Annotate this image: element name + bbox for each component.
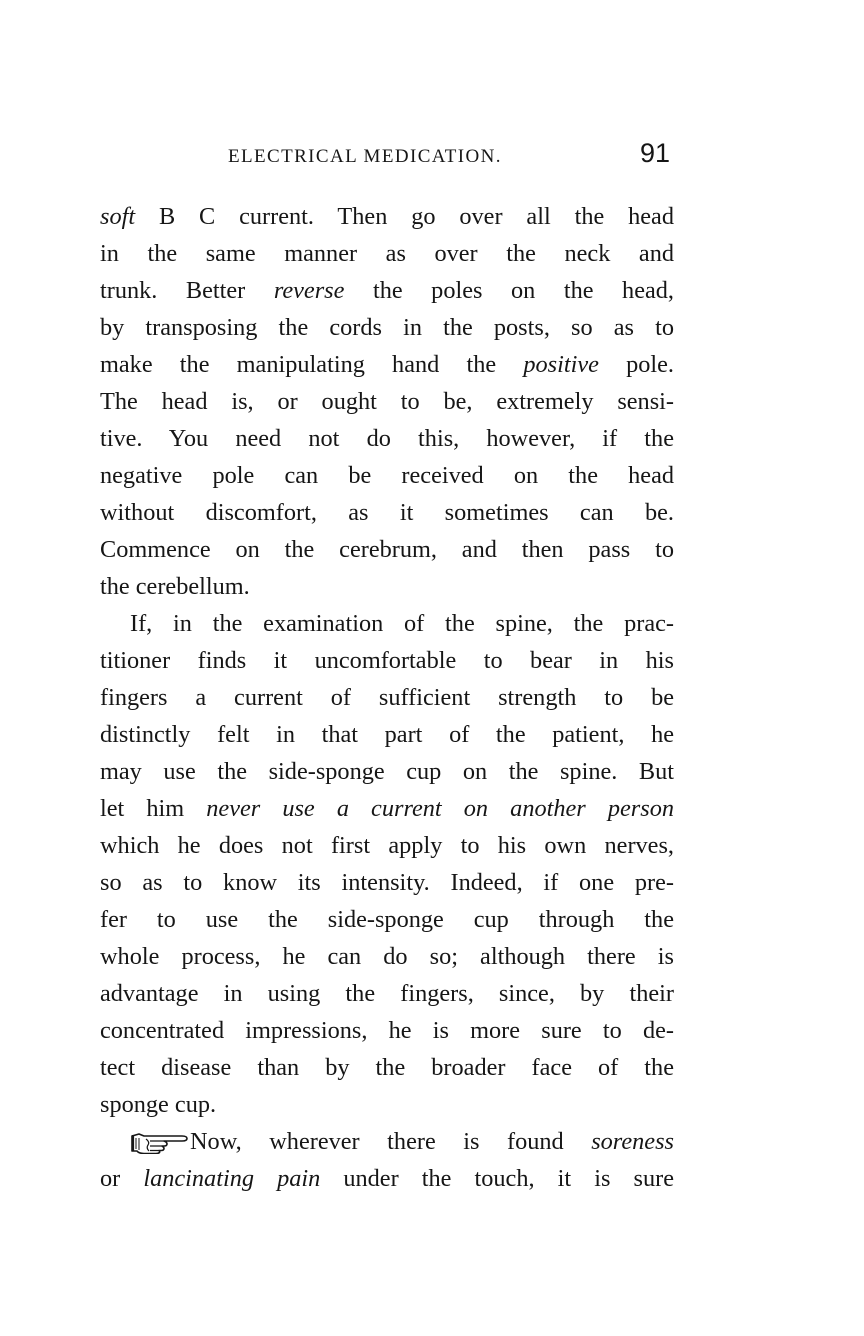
text-line: may use the side-sponge cup on the spine. But	[100, 758, 674, 785]
text-line: negative pole can be received on the head	[100, 462, 674, 489]
text-span: under the touch, it is sure	[320, 1165, 674, 1192]
page-number: 91	[639, 138, 670, 168]
text-span: let him	[100, 795, 207, 822]
text-line: advantage in using the fingers, since, by their	[100, 980, 674, 1007]
running-title: ELECTRICAL MEDICATION.	[228, 146, 502, 167]
text-line: by transposing the cords in the posts, so as to	[100, 314, 674, 341]
text-line: the cerebellum.	[100, 573, 250, 600]
italic-span: soft	[100, 203, 136, 230]
text-line: concentrated impressions, he is more sure to de-	[100, 1017, 674, 1044]
running-header	[100, 138, 672, 174]
text-line	[100, 1160, 674, 1197]
text-line: which he does not first apply to his own nerves,	[100, 832, 674, 859]
text-line: in the same manner as over the neck and	[100, 240, 674, 267]
text-line: tive. You need not do this, however, if the	[100, 425, 674, 452]
italic-span: never use a current on another person	[206, 795, 674, 822]
text-line	[100, 346, 674, 383]
text-span: pole.	[598, 351, 674, 378]
text-span: the poles on the head,	[344, 277, 674, 304]
text-line: so as to know its intensity. Indeed, if one pre-	[100, 869, 674, 896]
text-line: tect disease than by the broader face of the	[100, 1054, 674, 1081]
italic-span: reverse	[273, 277, 345, 304]
text-line: Commence on the cerebrum, and then pass to	[100, 536, 674, 563]
text-line: If, in the examination of the spine, the prac-	[130, 610, 674, 637]
text-span: make the manipulating hand the	[100, 351, 524, 378]
text-line: without discomfort, as it sometimes can be.	[100, 499, 674, 526]
italic-span: lancinating pain	[143, 1165, 321, 1192]
body-text	[100, 198, 674, 1197]
text-line: The head is, or ought to be, extremely sensi-	[100, 388, 674, 415]
text-span: B C current. Then go over all the head	[135, 203, 674, 230]
text-line	[100, 790, 674, 827]
text-line: distinctly felt in that part of the patient, he	[100, 721, 674, 748]
text-line	[100, 272, 674, 309]
text-line	[100, 198, 674, 235]
text-line: fingers a current of sufficient strength to be	[100, 684, 674, 711]
text-line: titioner finds it uncomfortable to bear in his	[100, 647, 674, 674]
text-line: sponge cup.	[100, 1091, 217, 1118]
italic-span: positive	[523, 351, 599, 378]
text-span: trunk. Better	[100, 277, 274, 304]
italic-span: soreness	[591, 1128, 674, 1155]
text-line: fer to use the side-sponge cup through the	[100, 906, 674, 933]
text-span: Now, wherever there is found	[190, 1128, 592, 1155]
text-line: whole process, he can do so; although there is	[100, 943, 674, 970]
text-span: or	[100, 1165, 144, 1192]
pointing-hand-icon	[130, 1128, 190, 1152]
text-line	[100, 1123, 674, 1160]
